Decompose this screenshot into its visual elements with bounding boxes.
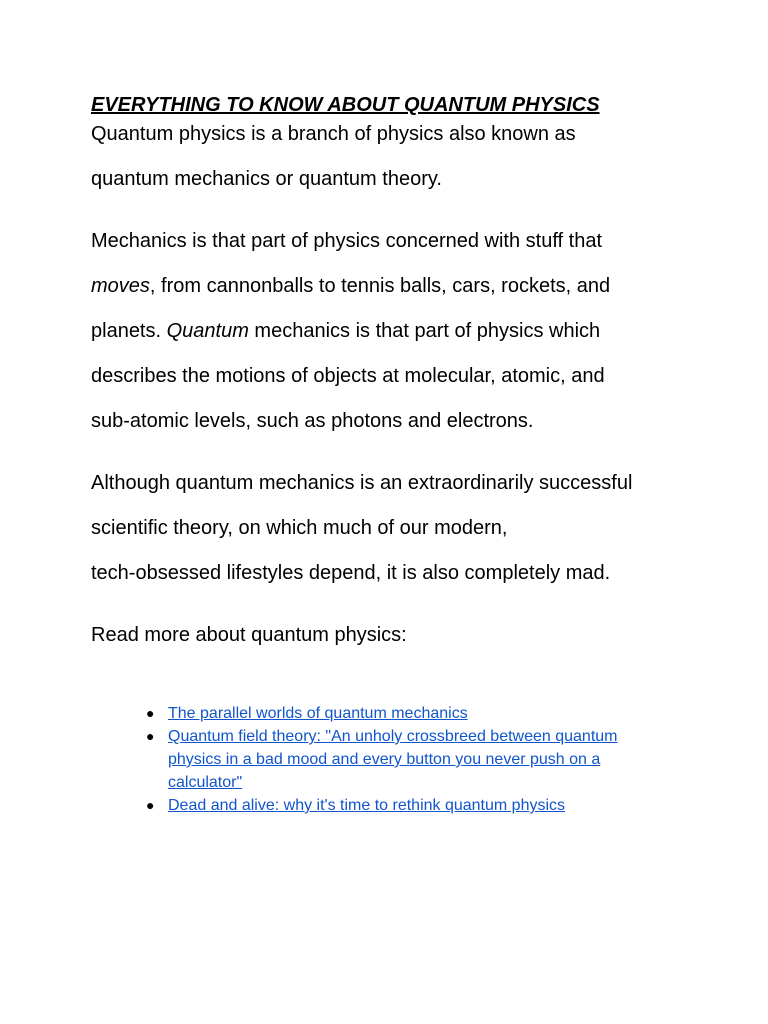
emphasis-text: Quantum xyxy=(166,320,249,342)
text-line: Although quantum mechanics is an extraordinarily successful xyxy=(91,472,633,494)
text-line xyxy=(91,264,691,309)
link-text: physics in a bad mood and every button you never push on a xyxy=(168,751,601,768)
text-fragment: planets. xyxy=(91,320,167,342)
emphasis-text: moves xyxy=(91,275,150,297)
bullet-icon: ● xyxy=(146,705,155,721)
text-line: Mechanics is that part of physics concerned with stuff that xyxy=(91,230,602,252)
paragraph-intro xyxy=(91,112,691,202)
link-text: The parallel worlds of quantum mechanics xyxy=(168,705,468,722)
text-fragment: mechanics is that part of physics which xyxy=(248,320,601,342)
text-fragment: , from cannonballs to tennis balls, cars, rockets, and xyxy=(149,275,611,297)
text-line: quantum mechanics or quantum theory. xyxy=(91,168,442,190)
list-item xyxy=(146,725,691,794)
document-page xyxy=(91,92,691,817)
list-item xyxy=(146,702,691,725)
paragraph-read-more xyxy=(91,613,691,658)
link-text: calculator" xyxy=(168,774,243,791)
link-dead-and-alive[interactable] xyxy=(168,794,691,817)
bullet-icon: ● xyxy=(146,728,155,744)
list-item xyxy=(146,794,691,817)
link-text: Dead and alive: why it's time to rethink quantum physics xyxy=(168,797,566,814)
text-line xyxy=(91,309,691,354)
text-line: sub-atomic levels, such as photons and electrons. xyxy=(91,410,534,432)
text-line: tech-obsessed lifestyles depend, it is also completely mad. xyxy=(91,562,611,584)
text-line: describes the motions of objects at molecular, atomic, and xyxy=(91,365,605,387)
paragraph-mechanics xyxy=(91,219,691,444)
text-line: Quantum physics is a branch of physics also known as xyxy=(91,123,576,145)
link-text: Quantum field theory: "An unholy crossbreed between quantum xyxy=(168,728,618,745)
text-line: scientific theory, on which much of our modern, xyxy=(91,517,508,539)
document-title: EVERYTHING TO KNOW ABOUT QUANTUM PHYSICS xyxy=(91,94,600,116)
link-quantum-field-theory[interactable] xyxy=(168,725,691,794)
related-links-list xyxy=(91,702,691,817)
bullet-icon: ● xyxy=(146,797,155,813)
link-parallel-worlds[interactable] xyxy=(168,702,691,725)
paragraph-success xyxy=(91,461,691,596)
text-line: Read more about quantum physics: xyxy=(91,624,407,646)
